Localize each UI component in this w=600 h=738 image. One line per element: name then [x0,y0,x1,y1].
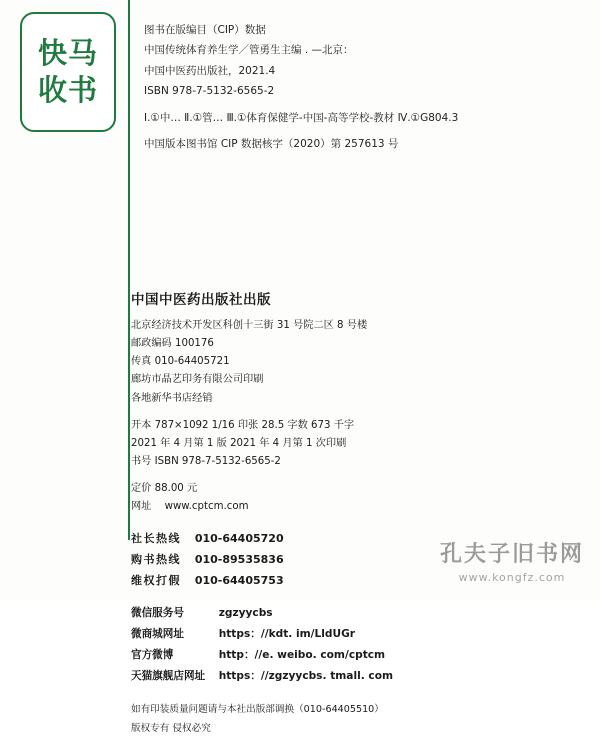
cip-isbn: ISBN 978-7-5132-6565-2 [144,85,275,98]
cip-line-1: 中国传统体育养生学／管勇生主编 . —北京： [144,44,354,57]
web-link-value-mall[interactable]: https：//kdt. im/LldUGr [218,628,356,641]
copyright-notice: 版权专有 侵权必究 [131,723,211,735]
web-link-weibo [131,645,571,666]
publisher-printer: 廊坊市晶艺印务有限公司印刷 [131,374,264,386]
publisher-website [131,498,571,516]
cip-number: 中国版本图书馆 CIP 数据核字（2020）第 257613 号 [144,138,399,151]
cip-line-2: 中国中医药出版社，2021.4 [144,64,276,77]
quality-notice: 如有印装质量问题请与本社出版部调换（010-64405510） [131,703,384,715]
publisher-block [131,288,571,738]
cip-block [144,20,574,155]
kongfz-watermark-url: www.kongfz.com [458,571,566,584]
web-link-value-weibo[interactable]: http：//e. weibo. com/cptcm [218,649,386,662]
website-label: 网址 [131,501,152,513]
kuaima-logo-stamp [20,12,116,132]
web-link-label-mall: 微商城网址 [131,628,184,641]
hotline-number-director: 010-64405720 [194,531,284,545]
web-link-label-wechat: 微信服务号 [131,606,184,619]
publisher-isbn: 书号 ISBN 978-7-5132-6565-2 [131,456,281,468]
hotline-number-purchase: 010-89535836 [194,553,284,566]
logo-line-2: 收书 [37,73,98,107]
pub-spacer-2 [131,471,571,480]
pub-spacer-1 [131,408,571,417]
kongfz-watermark-title: 孔夫子旧书网 [439,542,584,567]
web-link-label-tmall: 天猫旗舰店网址 [131,670,206,683]
publisher-edition: 2021 年 4 月第 1 版 2021 年 4 月第 1 次印刷 [131,437,347,449]
publisher-fax: 传真 010-64405721 [131,356,230,368]
hotline-label-director: 社长热线 [131,531,181,545]
web-link-value-wechat[interactable]: zgzyycbs [218,606,273,619]
kongfz-watermark [440,537,584,584]
logo-line-1: 快马 [37,35,98,70]
website-value[interactable]: www.cptcm.com [164,501,249,513]
publisher-name: 中国中医药出版社出版 [131,292,271,308]
hotline-number-antipiracy: 010-64405753 [194,574,284,588]
hotline-label-antipiracy: 维权打假 [131,574,181,588]
web-link-label-weibo: 官方微博 [131,649,174,662]
cip-heading: 图书在版编目（CIP）数据 [144,24,266,36]
hotline-label-purchase: 购书热线 [131,553,181,566]
web-link-value-tmall[interactable]: https：//zgzyycbs. tmall. com [218,670,394,683]
publisher-postcode: 邮政编码 100176 [131,338,214,350]
publisher-price: 定价 88.00 元 [131,483,198,495]
web-link-mall [131,624,571,645]
web-link-wechat [131,603,571,624]
web-links-list [131,603,571,688]
publisher-address: 北京经济技术开发区科创十三街 31 号院二区 8 号楼 [131,320,368,331]
publisher-format: 开本 787×1092 1/16 印张 28.5 字数 673 千字 [131,419,355,431]
web-link-tmall [131,666,571,687]
cip-classification: Ⅰ.①中… Ⅱ.①管… Ⅲ.①体育保健学-中国-高等学校-教材 Ⅳ.①G804.3 [144,111,459,124]
publisher-distribution: 各地新华书店经销 [131,392,213,404]
vertical-rule-divider [128,0,130,540]
